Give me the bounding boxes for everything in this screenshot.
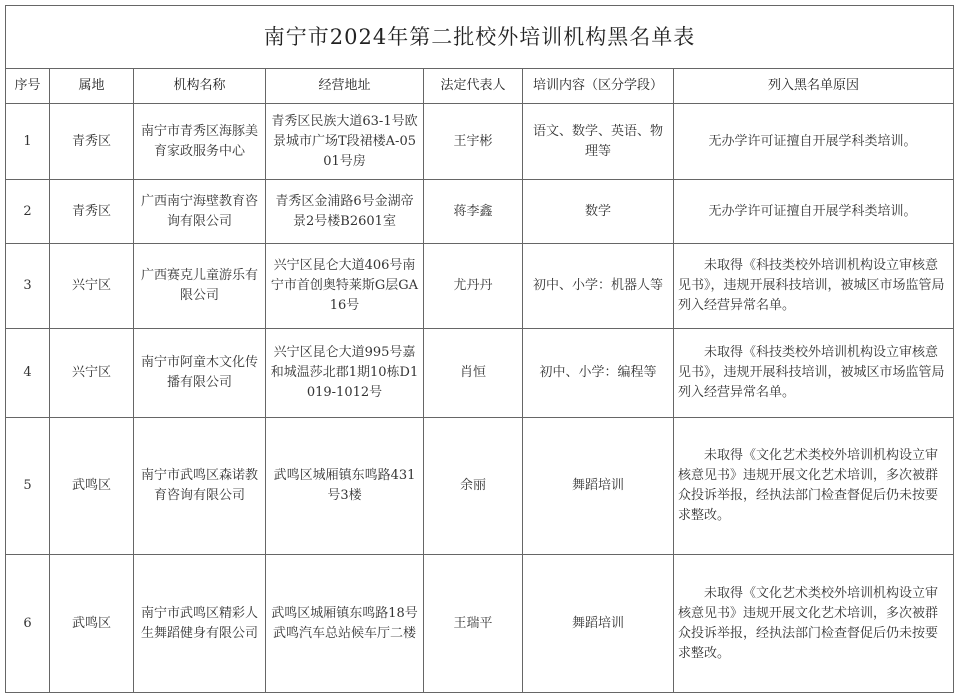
header-row (6, 69, 954, 104)
cell-rep: 肖恒 (424, 329, 523, 418)
cell-rep: 尤丹丹 (424, 244, 523, 329)
cell-district: 兴宁区 (50, 329, 134, 418)
cell-district: 武鸣区 (50, 418, 134, 555)
cell-content: 语文、数学、英语、物理等 (523, 104, 674, 180)
cell-reason: 未取得《科技类校外培训机构设立审核意见书》，违规开展科技培训，被城区市场监管局列入经营异常名单。 (674, 329, 954, 418)
table-row (6, 555, 954, 693)
cell-reason: 无办学许可证擅自开展学科类培训。 (674, 180, 954, 244)
cell-address: 兴宁区昆仑大道406号南宁市首创奥特莱斯G层GA16号 (266, 244, 424, 329)
cell-no: 2 (6, 180, 50, 244)
cell-reason: 未取得《科技类校外培训机构设立审核意见书》，违规开展科技培训，被城区市场监管局列入经营异常名单。 (674, 244, 954, 329)
cell-name: 南宁市阿童木文化传播有限公司 (134, 329, 266, 418)
cell-name: 南宁市武鸣区精彩人生舞蹈健身有限公司 (134, 555, 266, 693)
cell-address: 青秀区金浦路6号金湖帝景2号楼B2601室 (266, 180, 424, 244)
cell-content: 初中、小学：机器人等 (523, 244, 674, 329)
cell-content: 舞蹈培训 (523, 418, 674, 555)
cell-address: 兴宁区昆仑大道995号嘉和城温莎北郡1期10栋D1019-1012号 (266, 329, 424, 418)
cell-district: 青秀区 (50, 104, 134, 180)
cell-district: 青秀区 (50, 180, 134, 244)
cell-name: 南宁市武鸣区森诺教育咨询有限公司 (134, 418, 266, 555)
table-row (6, 104, 954, 180)
cell-content: 数学 (523, 180, 674, 244)
cell-no: 6 (6, 555, 50, 693)
cell-name: 广西南宁海壁教育咨询有限公司 (134, 180, 266, 244)
cell-content: 舞蹈培训 (523, 555, 674, 693)
header-name: 机构名称 (134, 69, 266, 104)
header-no: 序号 (6, 69, 50, 104)
cell-rep: 王瑞平 (424, 555, 523, 693)
cell-rep: 蒋李鑫 (424, 180, 523, 244)
header-district: 属地 (50, 69, 134, 104)
cell-rep: 王宇彬 (424, 104, 523, 180)
cell-rep: 余丽 (424, 418, 523, 555)
blacklist-table (5, 5, 954, 693)
table-row (6, 418, 954, 555)
cell-address: 武鸣区城厢镇东鸣路18号武鸣汽车总站候车厅二楼 (266, 555, 424, 693)
cell-reason: 未取得《文化艺术类校外培训机构设立审核意见书》违规开展文化艺术培训，多次被群众投诉举报，经执法部门检查督促后仍未按要求整改。 (674, 555, 954, 693)
table-row (6, 180, 954, 244)
cell-content: 初中、小学：编程等 (523, 329, 674, 418)
cell-no: 4 (6, 329, 50, 418)
cell-name: 广西赛克儿童游乐有限公司 (134, 244, 266, 329)
cell-no: 5 (6, 418, 50, 555)
cell-no: 3 (6, 244, 50, 329)
header-content: 培训内容（区分学段） (523, 69, 674, 104)
blacklist-document (5, 5, 953, 693)
cell-name: 南宁市青秀区海豚美育家政服务中心 (134, 104, 266, 180)
header-reason: 列入黑名单原因 (674, 69, 954, 104)
header-address: 经营地址 (266, 69, 424, 104)
cell-district: 武鸣区 (50, 555, 134, 693)
cell-no: 1 (6, 104, 50, 180)
cell-reason: 无办学许可证擅自开展学科类培训。 (674, 104, 954, 180)
header-rep: 法定代表人 (424, 69, 523, 104)
cell-district: 兴宁区 (50, 244, 134, 329)
cell-reason: 未取得《文化艺术类校外培训机构设立审核意见书》违规开展文化艺术培训，多次被群众投诉举报，经执法部门检查督促后仍未按要求整改。 (674, 418, 954, 555)
cell-address: 武鸣区城厢镇东鸣路431号3楼 (266, 418, 424, 555)
table-row (6, 329, 954, 418)
table-title: 南宁市2024年第二批校外培训机构黑名单表 (6, 6, 954, 69)
table-row (6, 244, 954, 329)
cell-address: 青秀区民族大道63-1号欧景城市广场T段裙楼A-0501号房 (266, 104, 424, 180)
